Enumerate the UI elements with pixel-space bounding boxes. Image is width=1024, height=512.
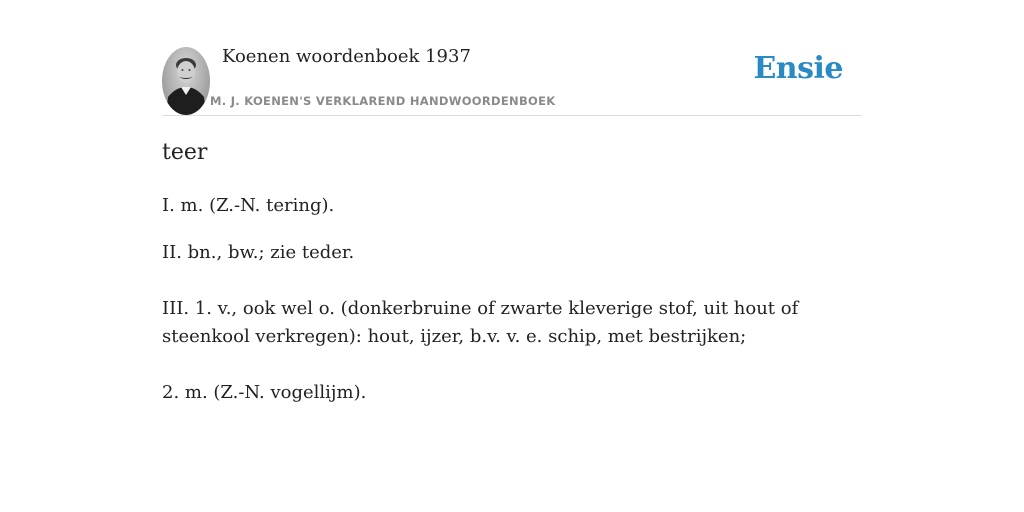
site-subtitle: M. J. KOENEN'S VERKLAREND HANDWOORDENBOEK — [210, 94, 556, 108]
entry-sense-1: I. m. (Z.-N. tering). — [162, 195, 335, 216]
entry-sense-2: II. bn., bw.; zie teder. — [162, 242, 355, 263]
entry-headword: teer — [162, 140, 208, 165]
author-portrait — [162, 47, 210, 115]
page — [162, 0, 862, 512]
entry-sense-4: 2. m. (Z.-N. vogellijm). — [162, 382, 367, 403]
site-header — [162, 0, 862, 116]
ensie-logo-link[interactable]: Ensie — [753, 51, 843, 86]
entry-sense-3: III. 1. v., ook wel o. (donkerbruine of zwarte kleverige stof, uit hout of steenkool verkregen): hout, ijzer, b.v. v. e. schip, met bestrijken; — [162, 298, 799, 347]
site-title: Koenen woordenboek 1937 — [222, 46, 471, 67]
